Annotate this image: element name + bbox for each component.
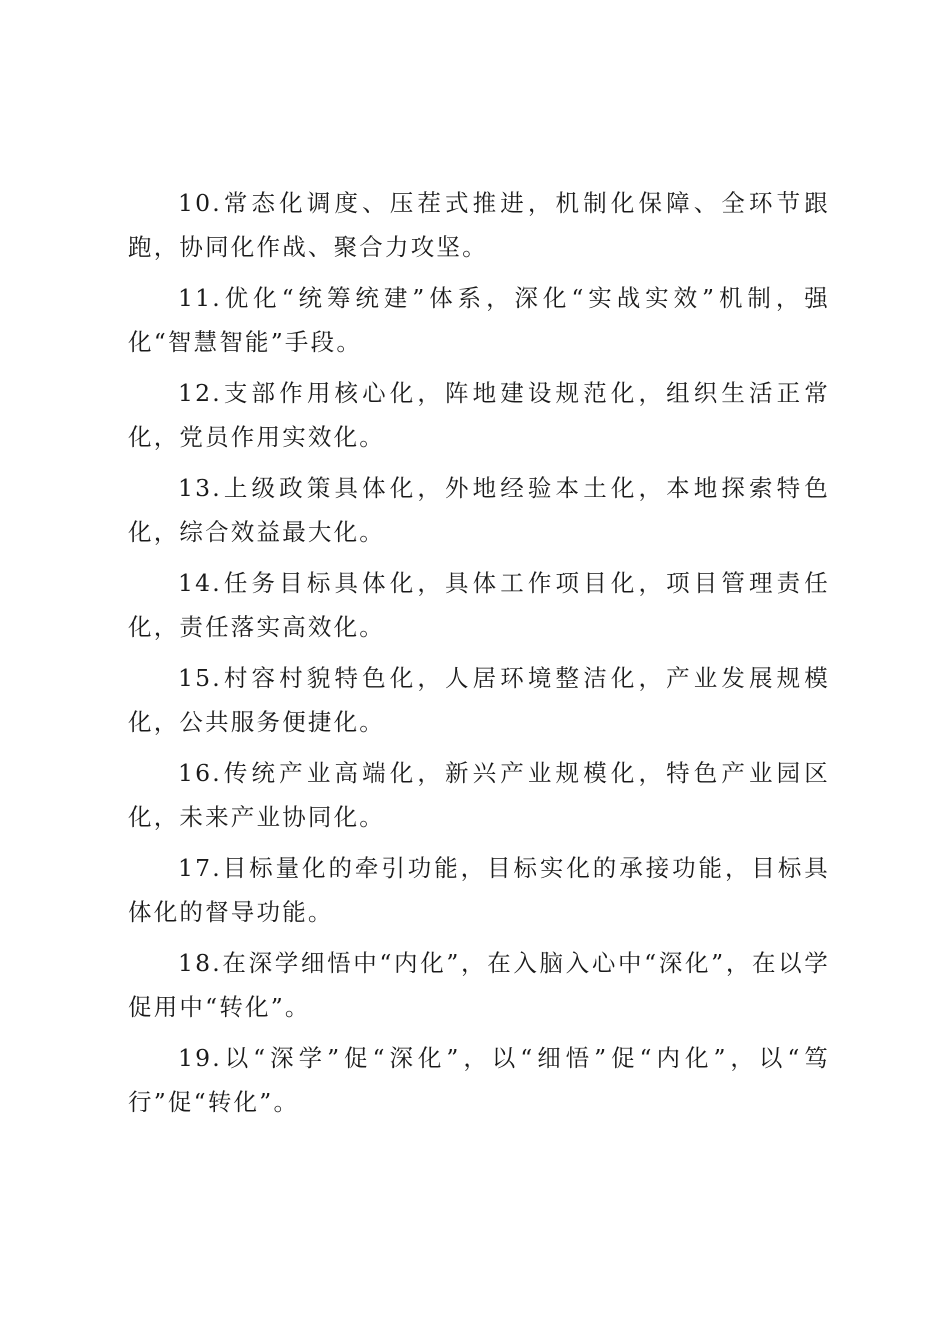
list-item: 16.传统产业高端化，新兴产业规模化，特色产业园区化，未来产业协同化。 bbox=[128, 759, 830, 831]
list-item: 12.支部作用核心化，阵地建设规范化，组织生活正常化，党员作用实效化。 bbox=[128, 379, 830, 451]
list-item: 15.村容村貌特色化，人居环境整洁化，产业发展规模化，公共服务便捷化。 bbox=[128, 664, 830, 736]
list-item: 19.以“深学”促“深化”，以“细悟”促“内化”，以“笃行”促“转化”。 bbox=[128, 1044, 830, 1116]
list-item: 10.常态化调度、压茬式推进，机制化保障、全环节跟跑，协同化作战、聚合力攻坚。 bbox=[128, 189, 830, 261]
list-item: 17.目标量化的牵引功能，目标实化的承接功能，目标具体化的督导功能。 bbox=[128, 854, 830, 926]
list-item: 13.上级政策具体化，外地经验本土化，本地探索特色化，综合效益最大化。 bbox=[128, 474, 830, 546]
list-item: 14.任务目标具体化，具体工作项目化，项目管理责任化，责任落实高效化。 bbox=[128, 569, 830, 641]
document-body bbox=[128, 181, 830, 1131]
list-item: 11.优化“统筹统建”体系，深化“实战实效”机制，强化“智慧智能”手段。 bbox=[128, 284, 830, 356]
list-item: 18.在深学细悟中“内化”，在入脑入心中“深化”，在以学促用中“转化”。 bbox=[128, 949, 830, 1021]
